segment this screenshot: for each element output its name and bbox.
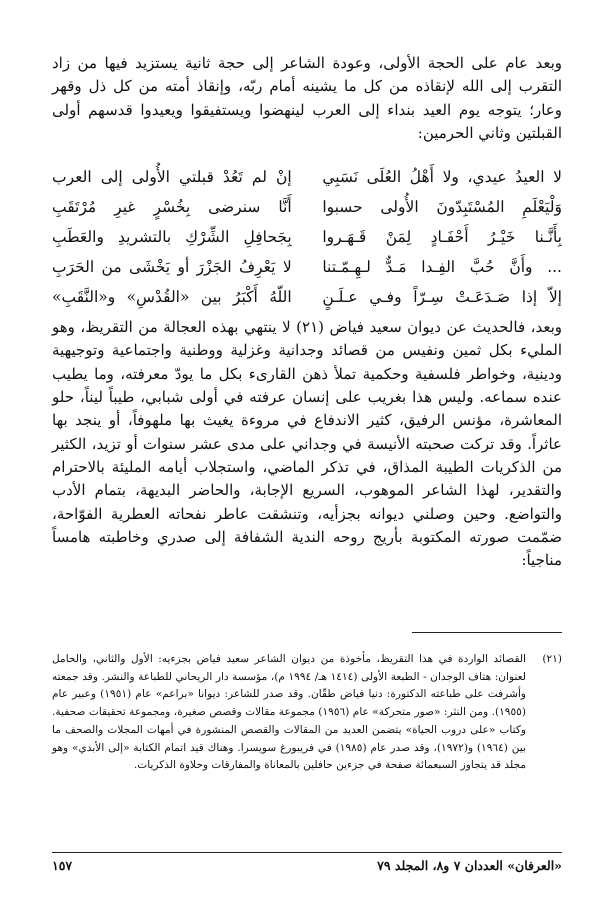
intro-paragraph: وبعد عام على الحجة الأولى، وعودة الشاعر إلى حجة ثانية يستزيد فيها من زاد التقرب إلى الله لإنقاذه من كل ما يشينه أمام ربّه، وإنقاذ أمته من كل ذل وقهر وعار؛ يتوجه يوم العيد بنداء إلى العرب لينهضوا ويستفيقوا ويعيدوا قدسهم أولى القبلتين وثاني الحرمين: [52,54,562,142]
poem-verse [52,162,562,192]
footnote-number: (٢١) [542,653,562,665]
body-paragraph: وبعد، فالحديث عن ديوان سعيد فياض (٢١) لا ينتهي بهذه العجالة من التقريظ، وهو المليء بكل ثمين ونفيس من قصائد وجدانية وغزلية ووطنية واجتماعية وتوجيهية ودينية، وخواطر فلسفية وحكمية تملأ ذهن القارىء بكل ما يودّ معرفته، وما يطيب عنده سماعه. وليس هذا بغريب على إنسان عرفته في أولى شبابي، طيباً ليناً، حلو المعاشرة، مؤنس الرفيق، كثير الاندفاع في مروءة يغيث بها ملهوفاً، أو ينجد بها عاثراً. وقد تركت صحبته الأنيسة في وجداني على مدى عشر سنوات أو تزيد، الكثير من الذكريات الطيبة المذاق، في تذكر الماضي، واستجلاب أيامه المليئة بالاحترام والتقدير، لهذا الشاعر الموهوب، السريع الإجابة، والحاضر البديهة، بتمام الأدب والتواضع. وحين وصلني ديوانه بجزأيه، وتنشقت عاطر نفحاته العطرية الفوّاحة، ضمّمت صورته المكتوبة بأريج روحه الندية الشفافة إلى صدري وخاطبته هامساً مناجياً: [52,318,562,570]
poem [52,162,562,312]
page-number: ١٥٧ [52,858,73,873]
poem-verse-first-hemistich: لا العيدُ عيدي، ولا أَهْلُ العُلَى نَسَبِي [322,168,562,187]
poem-verse [52,222,562,252]
poem-verse [52,282,562,312]
footnote-separator [412,632,562,633]
poem-verse [52,192,562,222]
poem-verse-second-hemistich: اللّهُ أَكْبَرُ بين «القُدْسِ» و«النَّقَبِ» [52,288,292,307]
poem-verse-first-hemistich: بِأَنَّـنا خَيْـرُ أَحْفَـادٍ لِمَنْ قَـهَـروا [322,228,562,247]
poem-verse-first-hemistich: ... وأَنَّ حُبَّ الفِـدا مَـدٌّ لـهِـمّـتنا [322,258,562,277]
poem-verse-first-hemistich: وَلْيَعْلَمِ المُسْتَبِدّونَ الأُولى حسبوا [322,198,562,217]
footnotes [52,632,562,775]
journal-reference: «العرفان» العددان ٧ و٨، المجلد ٧٩ [377,858,562,873]
poem-verse-second-hemistich: إنْ لم تَعُدْ قبلتي الأُولى إلى العرب [52,168,292,187]
poem-verse-second-hemistich: بِجَحافِلِ الشِّرْكِ بالتشريدِ والعَطَبِ [52,228,292,247]
page-footer [52,852,562,873]
footnote [52,651,562,775]
poem-verse-second-hemistich: لا يَعْرِفُ الجَزْرَ أو يَخْشَى من الحَرَبِ [52,258,292,277]
footnote-text: القصائد الواردة في هذا التقريظ، مأخوذة من ديوان الشاعر سعيد فياض بجزءيه: الأول والثاني، والحامل لعنوان: هتاف الوجدان - الطبعة الأولى (١٤١٤ هـ/ ١٩٩٤ م)، مؤسسة دار الريحاني للطباعة والنشر. وقد جمعته وأشرفت على طباعته الدكتورة: دنيا فياض طقّان. وقد صدر للشاعر: ديوانا «براعم» عام (١٩٥١) وعبير عام (١٩٥٥). ومن النثر: «صور متحركة» عام (١٩٥٦) مجموعة مقالات وقصص صغيرة، ومجموعة تحقيقات صحفية. وكتاب «على دروب الحياة» يتضمن العديد من المقالات والقصص المنشورة في أمهات المجلات والصحف ما بين (١٩٦٤) و(١٩٧٢)، وقد صدر عام (١٩٨٥) في فريبورغ سويسرا. وهناك قيد اتمام الكتابة «إلى الأبدي» وهو مجلد قد يتجاوز السبعمائة صفحة في جزءين حافلين بالمعاناة والمفارقات وحلاوة الذكريات. [52,653,527,772]
main-text [52,52,562,572]
poem-verse-first-hemistich: إلاّ إذا صَـدَعَـتْ سِـرّاً وفـي عـلَـنٍ [322,288,562,307]
poem-verse [52,252,562,282]
poem-verse-second-hemistich: أَنَّا سنرضى بِخُسْرٍ غيرِ مُرْتَقَبِ [52,198,292,217]
